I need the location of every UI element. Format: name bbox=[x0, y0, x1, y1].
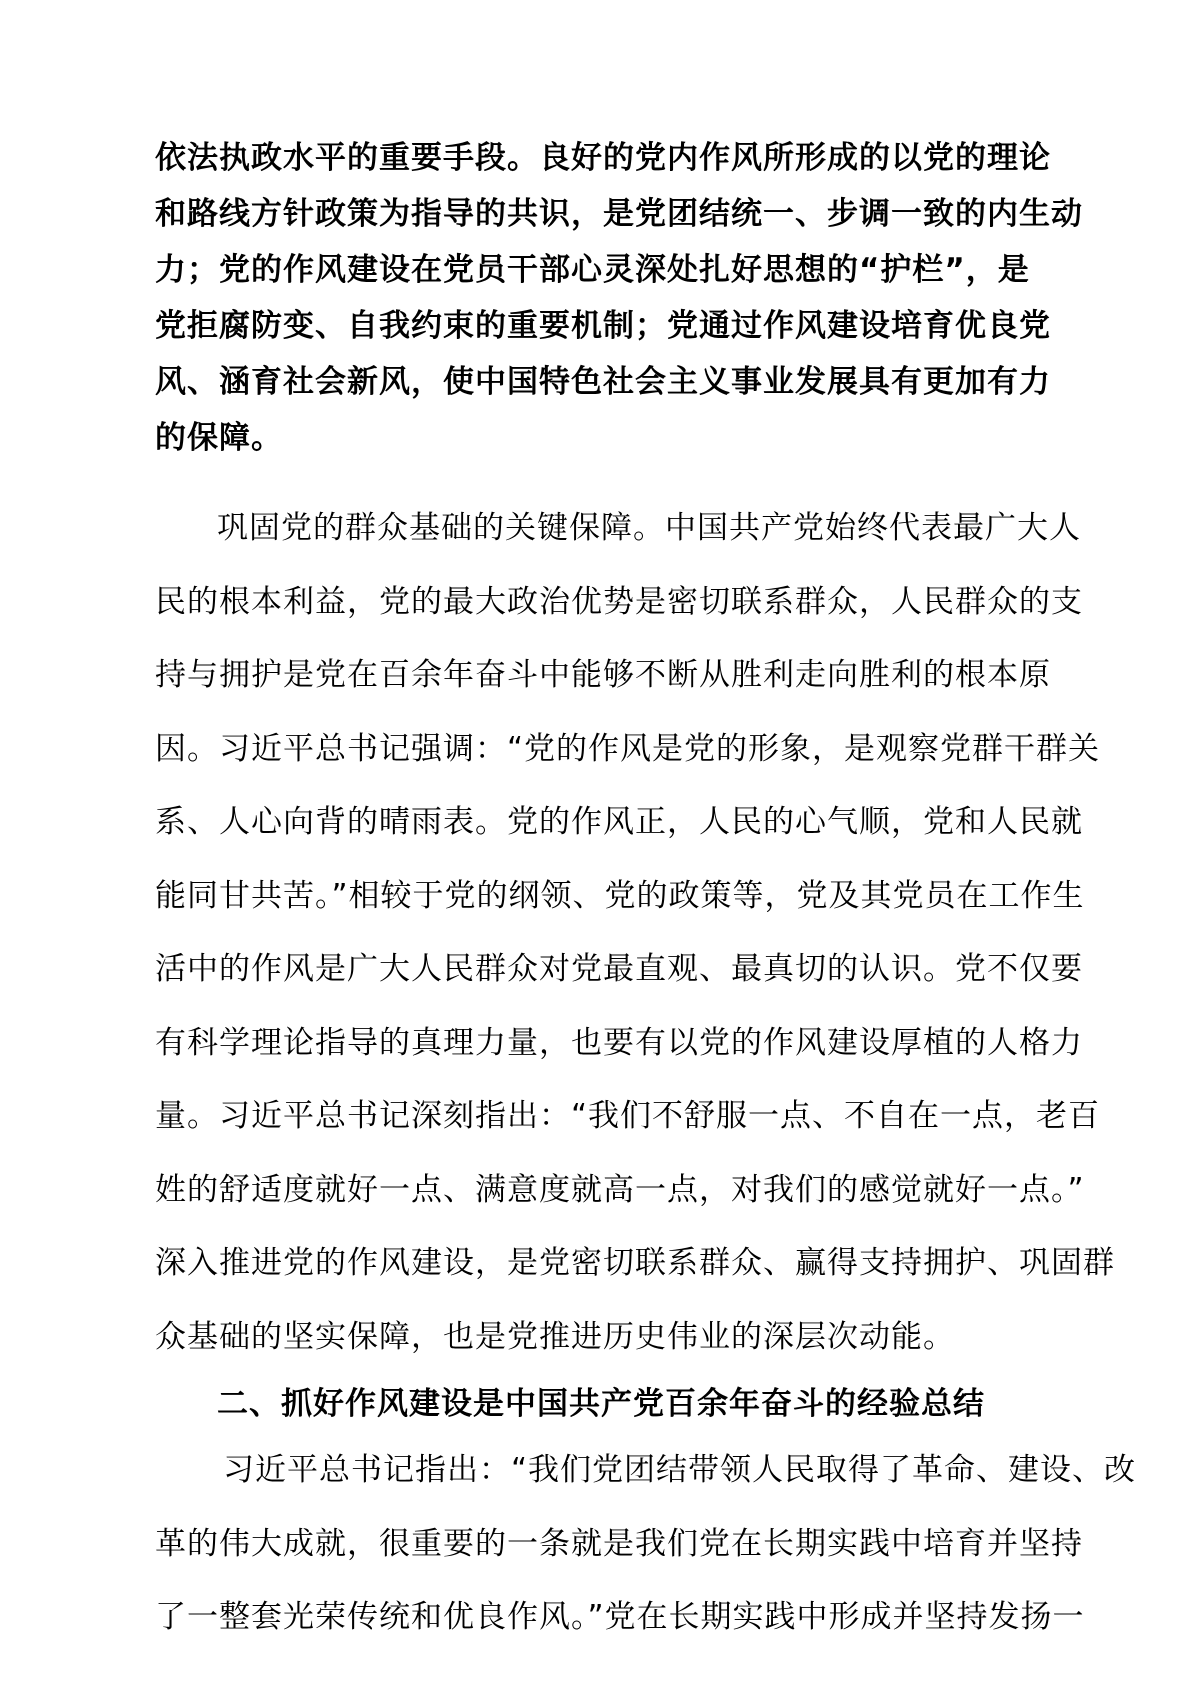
text-line: 依法执政水平的重要手段。良好的党内作风所形成的以党的理论 bbox=[155, 140, 1051, 176]
section-heading: 二、抓好作风建设是中国共产党百余年奋斗的经验总结 bbox=[217, 1386, 985, 1422]
text-line: 习近平总书记指出：“我们党团结带领人民取得了革命、建设、改 bbox=[223, 1452, 1137, 1488]
text-line: 姓的舒适度就好一点、满意度就高一点，对我们的感觉就好一点。” bbox=[155, 1171, 1085, 1208]
paragraph-bold-continuation bbox=[155, 130, 1085, 466]
text-line: 力；党的作风建设在党员干部心灵深处扎好思想的“护栏”，是 bbox=[155, 252, 1030, 288]
text-line: 有科学理论指导的真理力量，也要有以党的作风建设厚植的人格力 bbox=[155, 1024, 1083, 1061]
text-line: 因。习近平总书记强调：“党的作风是党的形象，是观察党群干群关 bbox=[155, 730, 1101, 767]
document-page bbox=[155, 130, 1137, 1655]
paragraph-mass-base bbox=[155, 492, 1115, 1374]
text-line: 和路线方针政策为指导的共识，是党团结统一、步调一致的内生动 bbox=[155, 196, 1083, 232]
text-line: 持与拥护是党在百余年奋斗中能够不断从胜利走向胜利的根本原 bbox=[155, 657, 1051, 693]
text-line: 深入推进党的作风建设，是党密切联系群众、赢得支持拥护、巩固群 bbox=[155, 1245, 1115, 1281]
text-line: 党拒腐防变、自我约束的重要机制；党通过作风建设培育优良党 bbox=[155, 308, 1051, 344]
text-line: 了一整套光荣传统和优良作风。”党在长期实践中形成并坚持发扬一 bbox=[155, 1599, 1085, 1635]
text-line: 风、涵育社会新风，使中国特色社会主义事业发展具有更加有力 bbox=[155, 364, 1051, 400]
text-line: 量。习近平总书记深刻指出：“我们不舒服一点、不自在一点，老百 bbox=[155, 1098, 1101, 1134]
text-line: 革的伟大成就，很重要的一条就是我们党在长期实践中培育并坚持 bbox=[155, 1525, 1083, 1562]
text-line: 巩固党的群众基础的关键保障。中国共产党始终代表最广大人 bbox=[217, 510, 1081, 546]
text-line: 众基础的坚实保障，也是党推进历史伟业的深层次动能。 bbox=[155, 1318, 955, 1355]
text-line: 活中的作风是广大人民群众对党最直观、最真切的认识。党不仅要 bbox=[155, 951, 1083, 987]
text-line: 能同甘共苦。”相较于党的纲领、党的政策等，党及其党员在工作生 bbox=[155, 877, 1085, 914]
text-line: 民的根本利益，党的最大政治优势是密切联系群众，人民群众的支 bbox=[155, 583, 1083, 620]
paragraph-quote bbox=[155, 1434, 1137, 1655]
text-line: 系、人心向背的晴雨表。党的作风正，人民的心气顺，党和人民就 bbox=[155, 804, 1083, 840]
text-line: 的保障。 bbox=[155, 420, 283, 456]
